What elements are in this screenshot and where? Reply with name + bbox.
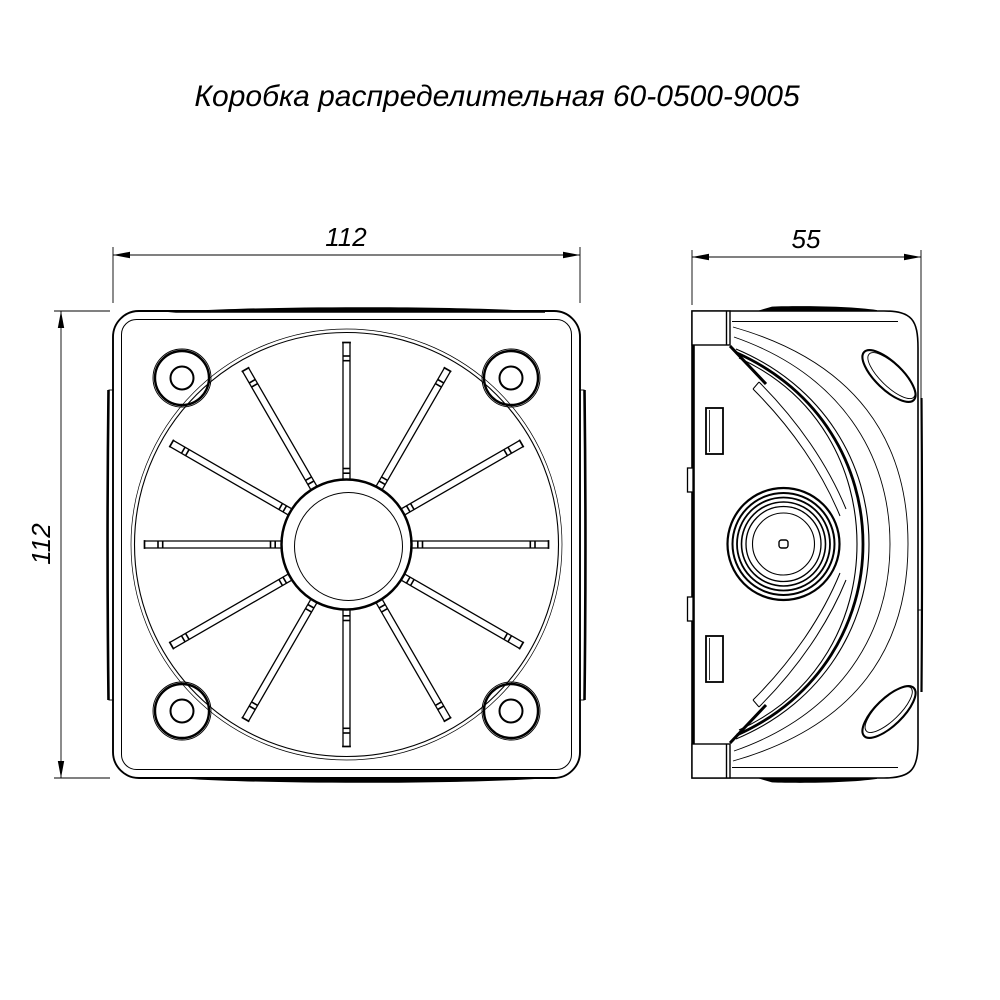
radial-ribs	[145, 343, 549, 747]
front-outline	[113, 311, 580, 778]
central-boss-inner-circle	[295, 493, 403, 601]
side-latch-windows	[706, 408, 723, 682]
dim-front-width	[113, 222, 580, 303]
side-view	[688, 306, 924, 783]
front-right-edge-bulge	[585, 390, 586, 700]
central-boss-circle	[282, 480, 412, 610]
lid-circle	[135, 333, 559, 757]
side-top-edge-bulge	[757, 306, 877, 311]
side-profile-arc-bundle	[736, 349, 869, 739]
side-corner-posts	[692, 311, 730, 778]
lid-outer-circle	[131, 329, 562, 760]
front-bottom-edge-bulge	[168, 777, 545, 783]
dim-front-width-value: 112	[325, 222, 367, 252]
side-bottom-edge-bulge	[757, 778, 877, 783]
corner-bosses	[153, 349, 540, 740]
dim-side-depth-value: 55	[791, 224, 821, 254]
dim-front-height	[26, 311, 110, 778]
side-back-edge-bulge	[922, 398, 923, 692]
front-top-edge-bulge	[168, 307, 545, 313]
side-knockout-rings	[728, 488, 840, 600]
front-bulge-caps	[109, 390, 585, 700]
side-knockout-oval-top	[855, 342, 923, 409]
front-view	[108, 307, 586, 783]
side-knockout-oval-bottom	[855, 678, 923, 745]
drawing-title: Коробка распределительная 60-0500-9005	[194, 80, 800, 113]
side-outline	[692, 311, 918, 778]
front-left-edge-bulge	[108, 390, 109, 700]
dim-front-height-value: 112	[26, 523, 56, 565]
